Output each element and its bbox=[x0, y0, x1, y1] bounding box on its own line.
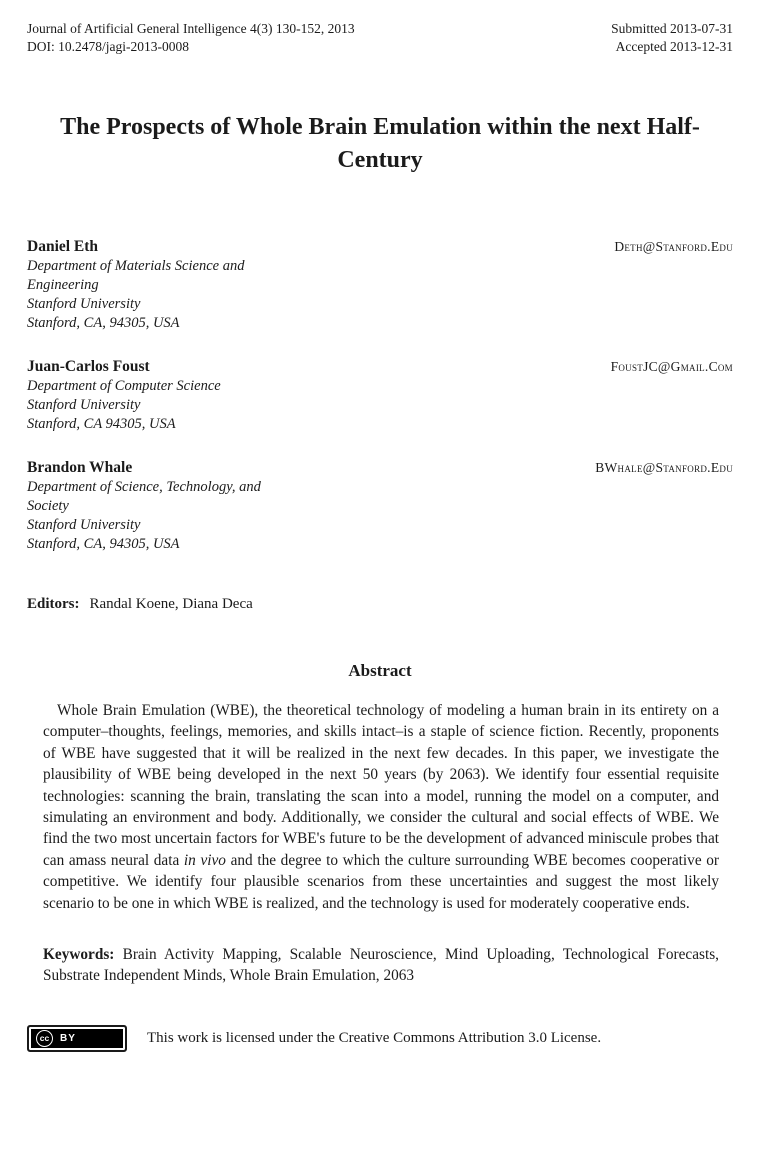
affiliation-address: Stanford, CA, 94305, USA bbox=[27, 536, 180, 552]
journal-info bbox=[27, 20, 355, 56]
page-header bbox=[27, 20, 733, 56]
author-affiliation bbox=[27, 478, 297, 554]
author-email: FoustJC@Gmail.Com bbox=[610, 359, 733, 374]
accepted-date: Accepted 2013-12-31 bbox=[615, 39, 733, 54]
abstract-text-part1: Whole Brain Emulation (WBE), the theoretical technology of modeling a human brain in its entirety on a computer–thoughts, feelings, memories, and skills intact–is a staple of science fiction. Recently, proponents of WBE have suggested that it will be realized in the next few decades. In this paper, we investigate the plausibility of WBE being developed in the next 50 years (by 2063). We identify four essential requisite technologies: scanning the brain, translating the scan into a model, running the model on a computer, and simulating an environment and body. Additionally, we consider the cultural and social effects of WBE. We find the two most uncertain factors for WBE's future to be the development of advanced miniscule probes that can amass neural data bbox=[43, 702, 719, 869]
abstract-body bbox=[43, 700, 719, 914]
author-affiliation bbox=[27, 377, 297, 434]
keywords-text: Brain Activity Mapping, Scalable Neuroscience, Mind Uploading, Technological Forecasts, Substrate Independent Minds, Whole Brain Emulation, 2063 bbox=[43, 946, 719, 985]
author-list bbox=[27, 237, 733, 554]
keywords-paragraph bbox=[43, 944, 719, 987]
cc-logo-label: cc bbox=[39, 1033, 50, 1044]
author-block bbox=[27, 237, 733, 333]
author-block bbox=[27, 357, 733, 434]
affiliation-university: Stanford University bbox=[27, 296, 141, 312]
affiliation-university: Stanford University bbox=[27, 397, 141, 413]
affiliation-department: Department of Computer Science bbox=[27, 378, 221, 394]
abstract-heading: Abstract bbox=[348, 661, 412, 680]
author-name: Daniel Eth bbox=[27, 238, 99, 255]
affiliation-university: Stanford University bbox=[27, 517, 141, 533]
author-name-row bbox=[27, 237, 733, 257]
editors-label: Editors: bbox=[27, 596, 80, 612]
author-email: BWhale@Stanford.Edu bbox=[595, 460, 733, 475]
author-name: Juan-Carlos Foust bbox=[27, 358, 150, 375]
license-footer bbox=[27, 1025, 733, 1052]
keywords-label: Keywords: bbox=[43, 946, 115, 964]
affiliation-address: Stanford, CA, 94305, USA bbox=[27, 315, 180, 331]
affiliation-department: Department of Science, Technology, and Society bbox=[27, 479, 261, 514]
author-name-row bbox=[27, 458, 733, 478]
journal-line: Journal of Artificial General Intelligence 4(3) 130-152, 2013 bbox=[27, 21, 355, 36]
editors-line bbox=[27, 596, 733, 613]
author-name: Brandon Whale bbox=[27, 459, 133, 476]
editors-names: Randal Koene, Diana Deca bbox=[89, 596, 253, 612]
affiliation-address: Stanford, CA 94305, USA bbox=[27, 416, 176, 432]
cc-license-badge[interactable] bbox=[27, 1025, 127, 1052]
submitted-date: Submitted 2013-07-31 bbox=[611, 21, 733, 36]
abstract-text-part2: and the degree to which the culture surrounding WBE becomes cooperative or competitive. We identify four plausible scenarios from these uncertainties and suggest the most likely scenario to be one in which WBE is realized, and the technology is used for moderately cooperative ends. bbox=[43, 851, 719, 912]
license-text: This work is licensed under the Creative Commons Attribution 3.0 License. bbox=[147, 1029, 602, 1046]
cc-logo-icon bbox=[36, 1030, 53, 1047]
author-name-row bbox=[27, 357, 733, 377]
cc-by-label: BY bbox=[60, 1032, 76, 1044]
doi-line: DOI: 10.2478/jagi-2013-0008 bbox=[27, 39, 189, 54]
author-block bbox=[27, 458, 733, 554]
page-title: The Prospects of Whole Brain Emulation within the next Half-Century bbox=[60, 114, 700, 173]
submission-info bbox=[611, 20, 733, 56]
affiliation-department: Department of Materials Science and Engineering bbox=[27, 258, 245, 293]
author-email: Deth@Stanford.Edu bbox=[614, 239, 733, 254]
abstract-italic-phrase: in vivo bbox=[183, 851, 226, 869]
author-affiliation bbox=[27, 257, 297, 333]
